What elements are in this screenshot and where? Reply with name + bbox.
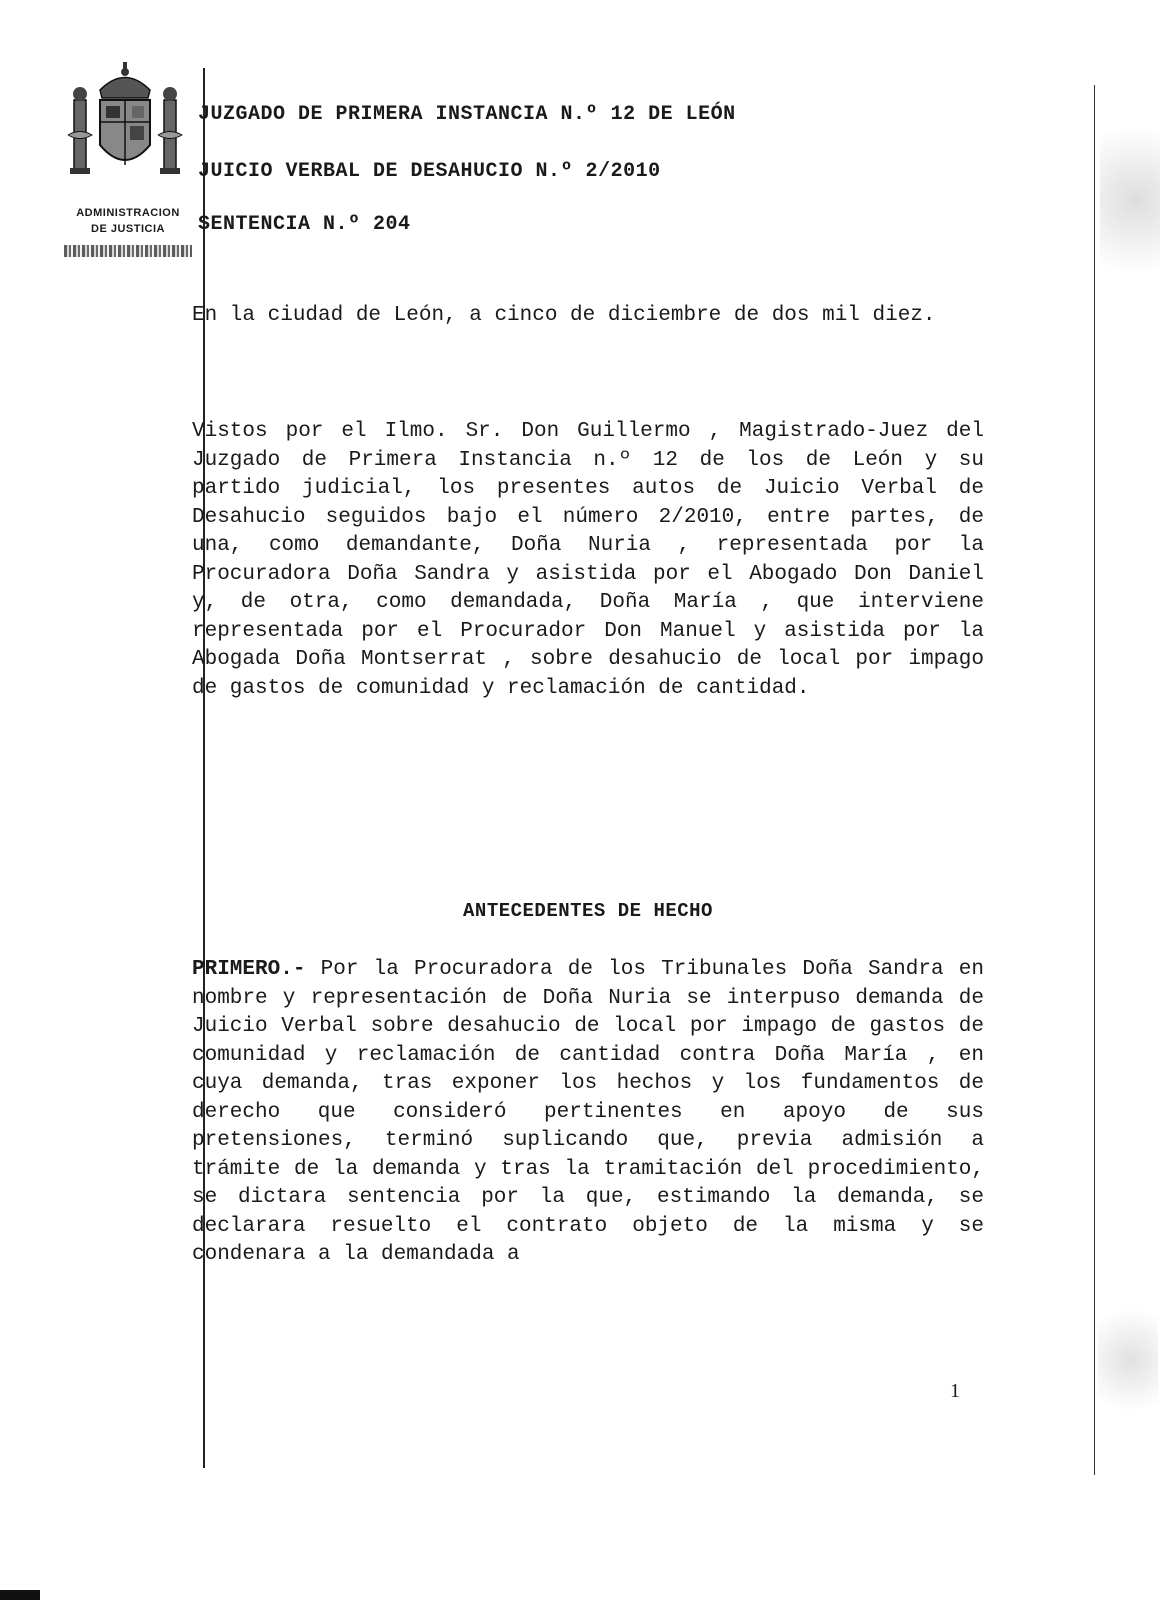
coat-of-arms-emblem: [60, 60, 190, 190]
section-heading: ANTECEDENTES DE HECHO: [463, 900, 713, 922]
vistos-text: Vistos por el Ilmo. Sr. Don Guillermo , Magistrado-Juez del Juzgado de Primera Instancia n.º 12 de los de León y su partido judicial, los presentes autos de Juicio Verbal de Desahucio seguidos bajo el número 2/2010, entre partes, de una, como demandante, Doña Nuria , representada por la Procuradora Doña Sandra y asistida por el Abogado Don Daniel y, de otra, como demandada, Doña María , que interviene representada por el Procurador Don Manuel y asistida por la Abogada Doña Montserrat , sobre desahucio de local por impago de gastos de comunidad y reclamación de cantidad.: [192, 420, 984, 700]
vistos-paragraph: [192, 418, 984, 703]
primero-text: Por la Procuradora de los Tribunales Doña Sandra en nombre y representación de Doña Nuria se interpuso demanda de Juicio Verbal sobre desahucio de local por impago de gastos de comunidad y reclamación de cantidad contra Doña María , en cuya demanda, tras exponer los hechos y los fundamentos de derecho que consideró pertinentes en apoyo de sus pretensiones, terminó suplicando que, previa admisión a trámite de la demanda y tras la tramitación del procedimiento, se dictara sentencia por la que, estimando la demanda, se declarara resuelto el contrato objeto de la misma y se condenara a la demandada a: [192, 958, 984, 1266]
scan-speckle: [1100, 120, 1160, 320]
agency-label: [58, 205, 198, 237]
intro-paragraph: [192, 302, 984, 331]
primero-body: [192, 956, 984, 1270]
right-margin-line: [1094, 85, 1095, 1475]
stamp-strip: [64, 245, 192, 257]
scan-speckle: [1098, 1280, 1158, 1440]
intro-text: En la ciudad de León, a cinco de diciembre de dos mil diez.: [192, 304, 936, 327]
primero-label: PRIMERO.-: [192, 958, 306, 981]
page-number: 1: [950, 1380, 960, 1402]
scan-edge-mark: [0, 1590, 40, 1600]
court-title: JUZGADO DE PRIMERA INSTANCIA N.º 12 DE LEÓN: [198, 103, 736, 126]
primero-paragraph: [192, 956, 984, 1270]
case-title: JUICIO VERBAL DE DESAHUCIO N.º 2/2010: [198, 160, 661, 183]
agency-label-line2: DE JUSTICIA: [91, 223, 165, 235]
sentence-title: SENTENCIA N.º 204: [198, 213, 411, 236]
agency-label-line1: ADMINISTRACION: [76, 207, 180, 219]
